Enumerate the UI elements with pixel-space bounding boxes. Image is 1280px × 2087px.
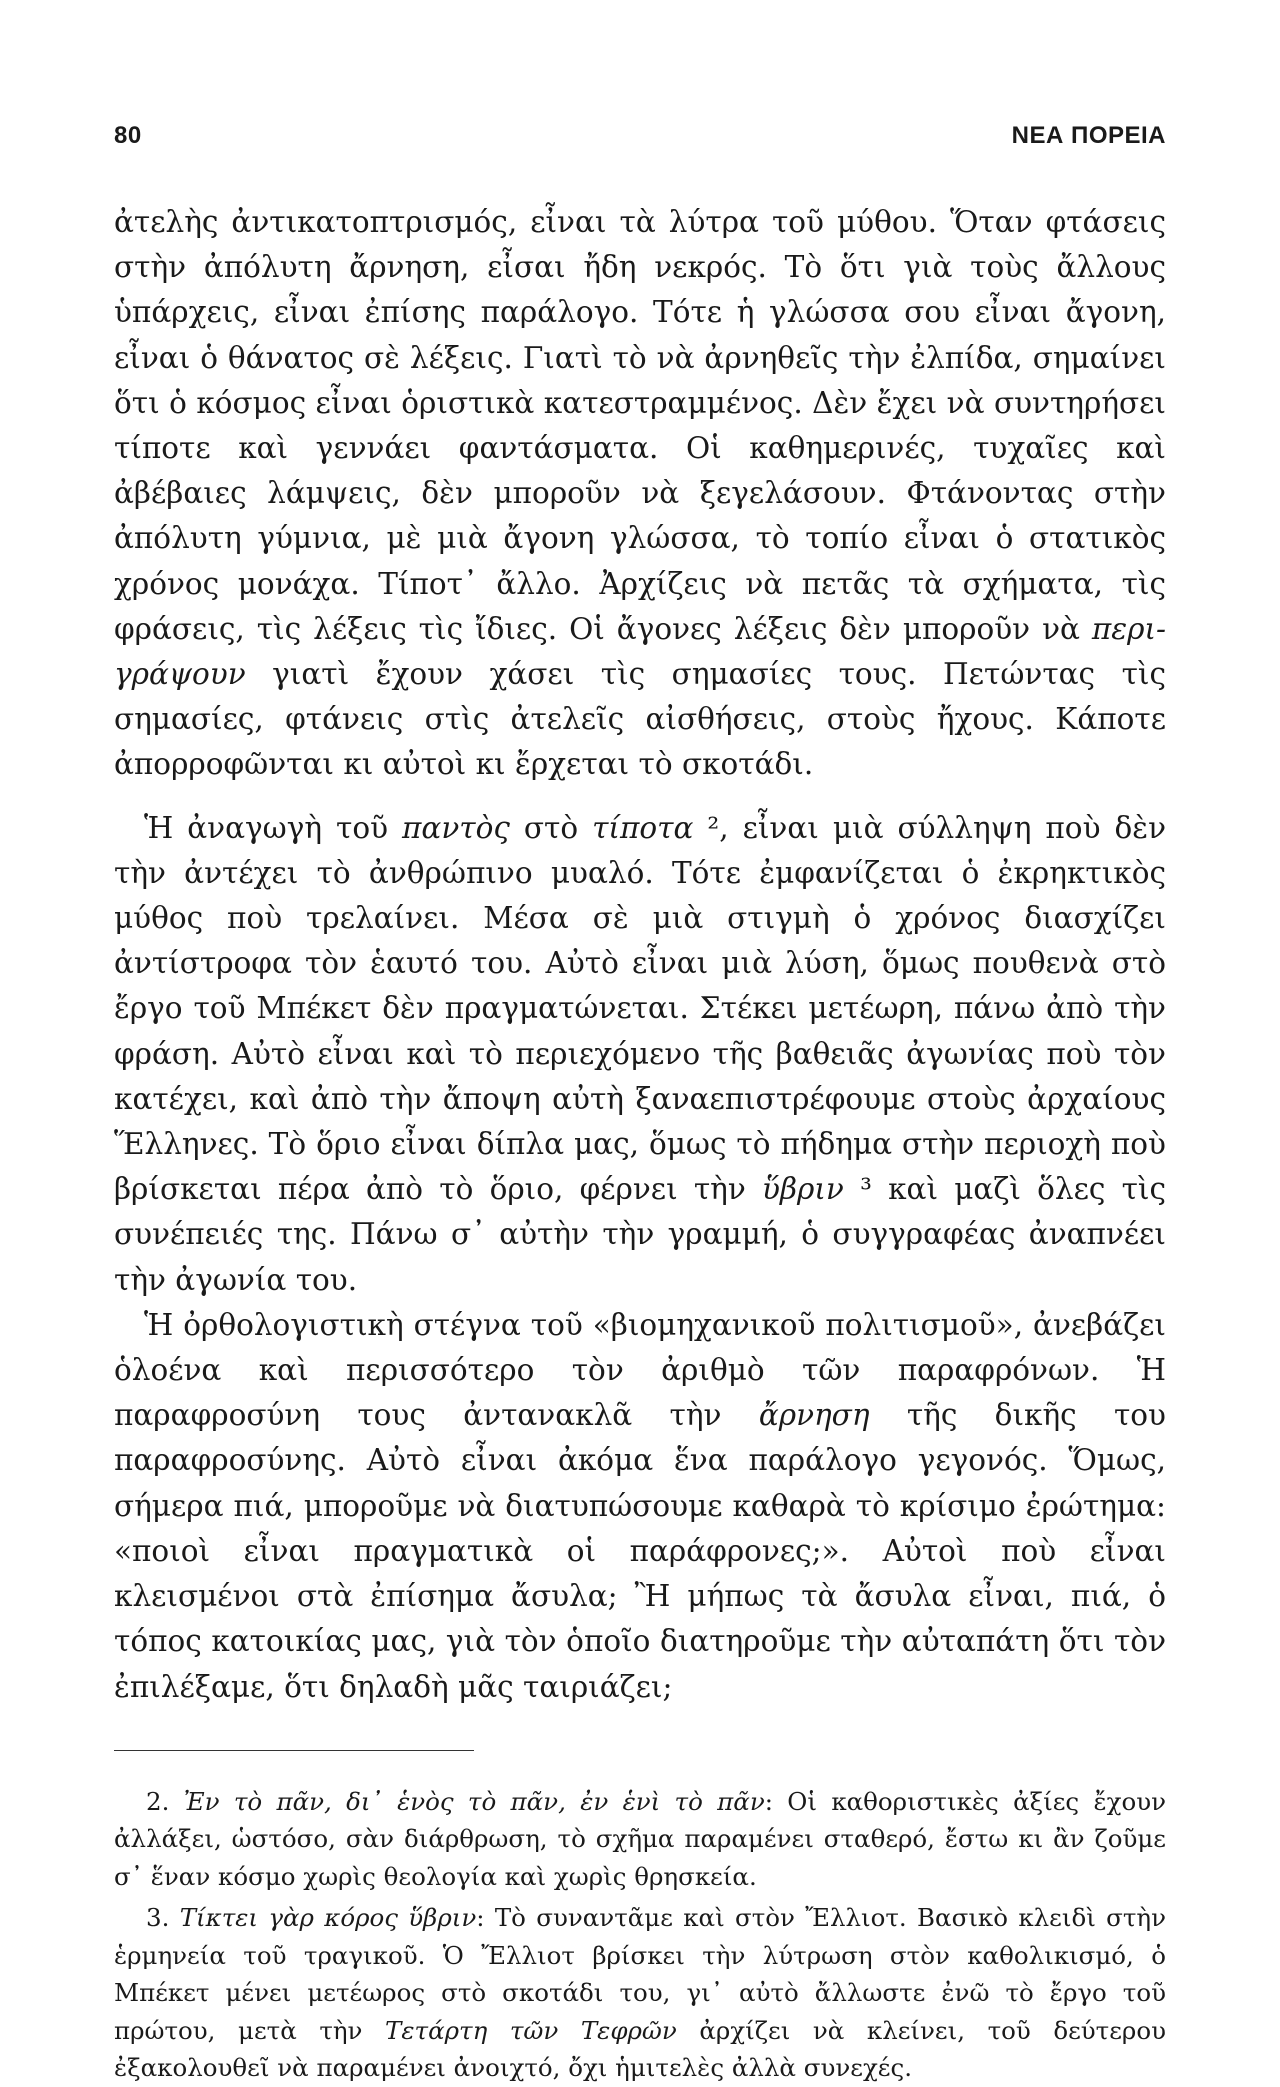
footnote-divider [114,1750,474,1751]
footnote-text: ἀρχίζει νὰ κλείνει, τοῦ δεύτερου ἐξακολουθεῖ νὰ παραμένει ἀνοιχτό, ὄχι ἡμιτελὲς ἀλλὰ συνεχές. [114,2015,1166,2083]
body-text [114,200,1166,1710]
footnote-number: 3. [146,1903,180,1933]
paragraph-text: στὸ [509,810,593,845]
paragraph-3 [114,1303,1166,1710]
footnote-text: : Οἱ καθοριστικὲς ἀξίες ἔχουν ἀλλάξει, ὡστόσο, σὰν διάρθρωση, τὸ σχῆμα παραμένει σταθερό, ἔστω κι ἂν ζοῦμε σ᾽ ἕναν κόσμο χωρὶς θεολογία καὶ χωρὶς θρησκεία. [114,1786,1167,1891]
footnote-2 [114,1783,1166,1896]
paragraph-text: γιατὶ ἔχουν χάσει τὶς σημασίες τους. Πετώντας τὶς σημασίες, φτάνεις στὶς ἀτελεῖς αἰσθήσεις, στοὺς ἤχους. Κάποτε ἀπορροφῶνται κι αὐτοὶ κι ἔρχεται τὸ σκοτάδι. [114,657,1166,782]
footnote-reference[interactable]: ² [693,810,720,845]
paragraph-text: , εἶναι μιὰ σύλληψη ποὺ δὲν τὴν ἀντέχει τὸ ἀνθρώπινο μυαλό. Τότε ἐμφανίζεται ὁ ἐκρηκτικὸς μύθος ποὺ τρελαίνει. Μέσα σὲ μιὰ στιγμὴ ὁ χρόνος διασχίζει ἀντίστροφα τὸν ἑαυτό του. Αὐτὸ εἶναι μιὰ λύση, ὅμως πουθενὰ στὸ ἔργο τοῦ Μπέκετ δὲν πραγματώνεται. Στέκει μετέωρη, πάνω ἀπὸ τὴν φράση. Αὐτὸ εἶναι καὶ τὸ περιεχόμενο τῆς βαθειᾶς ἀγωνίας ποὺ τὸν κατέχει, καὶ ἀπὸ τὴν ἄποψη αὐτὴ ξαναεπιστρέφουμε στοὺς ἀρχαίους Ἕλληνες. Τὸ ὅριο εἶναι δίπλα μας, ὅμως τὸ πήδημα στὴν περιοχὴ ποὺ βρίσκεται πέρα ἀπὸ τὸ ὅριο, φέρνει τὴν [114,810,1167,1207]
emphasis-text: τίποτα [592,810,694,845]
footnote-title: Τετάρτη τῶν Τεφρῶν [385,2015,677,2045]
journal-title: ΝΕΑ ΠΟΡΕΙΑ [1011,122,1166,149]
emphasis-text: περι-γράψουν [114,611,1166,692]
footnote-reference[interactable]: ³ [843,1172,872,1207]
footnotes [114,1783,1166,2087]
paragraph-text: καὶ μαζὶ ὅλες τὶς συνέπειές της. Πάνω σ᾽ αὐτὴν τὴν γραμμή, ὁ συγγραφέας ἀναπνέει τὴν ἀγωνία του. [114,1172,1167,1297]
paragraph-1 [114,200,1166,788]
footnote-3 [114,1899,1166,2087]
emphasis-text: ὕβριν [762,1172,844,1207]
footnote-number: 2. [146,1786,184,1816]
paragraph-text: Ἡ ἀναγωγὴ τοῦ [144,810,403,845]
paragraph-text: ἀτελὴς ἀντικατοπτρισμός, εἶναι τὰ λύτρα τοῦ μύθου. Ὅταν φτάσεις στὴν ἀπόλυτη ἄρνηση, εἶσαι ἤδη νεκρός. Τὸ ὅτι γιὰ τοὺς ἄλλους ὑπάρχεις, εἶναι ἐπίσης παράλογο. Τότε ἡ γλώσσα σου εἶναι ἄγονη, εἶναι ὁ θάνατος σὲ λέξεις. Γιατὶ τὸ νὰ ἀρνηθεῖς τὴν ἐλπίδα, σημαίνει ὅτι ὁ κόσμος εἶναι ὁριστικὰ κατεστραμμένος. Δὲν ἔχει νὰ συντηρήσει τίποτε καὶ γεννάει φαντάσματα. Οἱ καθημερινές, τυχαῖες καὶ ἀβέβαιες λάμψεις, δὲν μποροῦν νὰ ξεγελάσουν. Φτάνοντας στὴν ἀπόλυτη γύμνια, μὲ μιὰ ἄγονη γλώσσα, τὸ τοπίο εἶναι ὁ στατικὸς χρόνος μονάχα. Τίποτ᾽ ἄλλο. Ἀρχίζεις νὰ πετᾶς τὰ σχήματα, τὶς φράσεις, τὶς λέξεις τὶς ἴδιες. Οἱ ἄγονες λέξεις δὲν μποροῦν νὰ [114,205,1166,646]
footnote-text: : Τὸ συναντᾶμε καὶ στὸν Ἔλλιοτ. Βασικὸ κλειδὶ στὴν ἑρμηνεία τοῦ τραγικοῦ. Ὁ Ἔλλιοτ βρίσκει τὴν λύτρωση στὸν καθολικισμό, ὁ Μπέκετ μένει μετέωρος στὸ σκοτάδι του, γι᾽ αὐτὸ ἄλλωστε ἐνῶ τὸ ἔργο τοῦ πρώτου, μετὰ τὴν [114,1903,1166,2045]
emphasis-text: παντὸς [402,810,510,845]
page-number: 80 [114,122,142,149]
footnote-quote: Τίκτει γὰρ κόρος ὕβριν [179,1903,477,1933]
running-head [114,122,1166,162]
paragraph-text: τῆς δικῆς του παραφροσύνης. Αὐτὸ εἶναι ἀκόμα ἕνα παράλογο γεγονός. Ὅμως, σήμερα πιά, μποροῦμε νὰ διατυπώσουμε καθαρὰ τὸ κρίσιμο ἐρώτημα: «ποιοὶ εἶναι πραγματικὰ οἱ παράφρονες;». Αὐτοὶ ποὺ εἶναι κλεισμένοι στὰ ἐπίσημα ἄσυλα; Ἢ μήπως τὰ ἄσυλα εἶναι, πιά, ὁ τόπος κατοικίας μας, γιὰ τὸν ὁποῖο διατηροῦμε τὴν αὐταπάτη ὅτι τὸν ἐπιλέξαμε, ὅτι δηλαδὴ μᾶς ταιριάζει; [114,1398,1166,1704]
emphasis-text: ἄρνηση [758,1398,870,1433]
paragraph-text: Ἡ ὀρθολογιστικὴ στέγνα τοῦ «βιομηχανικοῦ πολιτισμοῦ», ἀνεβάζει ὁλοένα καὶ περισσότερο τὸν ἀριθμὸ τῶν παραφρόνων. Ἡ παραφροσύνη τους ἀντανακλᾶ τὴν [114,1307,1166,1433]
paragraph-2 [114,806,1166,1303]
footnote-quote: Ἐν τὸ πᾶν, δι᾽ ἑνὸς τὸ πᾶν, ἐν ἑνὶ τὸ πᾶν [183,1786,765,1816]
